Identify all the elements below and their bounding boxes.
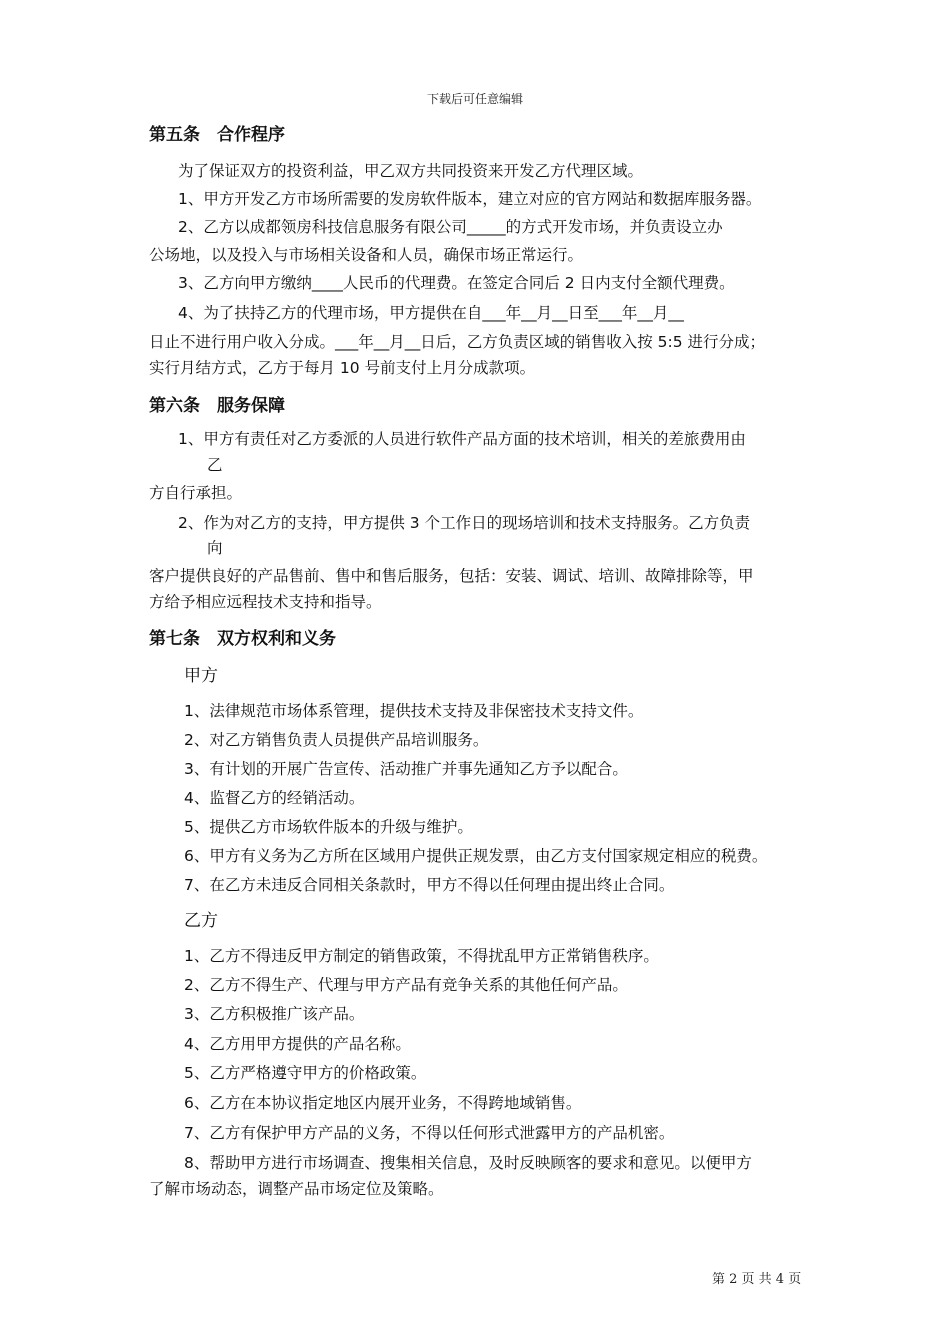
party-b-item: 2、乙方不得生产、代理与甲方产品有竞争关系的其他任何产品。: [184, 976, 628, 994]
section-6-item-2-cont2: 方给予相应远程技术支持和指导。: [149, 593, 382, 611]
section-5-item-1: 1、甲方开发乙方市场所需要的发房软件版本，建立对应的官方网站和数据库服务器。: [178, 190, 762, 208]
party-a-heading: 甲方: [184, 666, 218, 686]
section-6-item-2-cont: 客户提供良好的产品售前、售中和售后服务，包括：安装、调试、培训、故障排除等，甲: [149, 567, 754, 585]
party-a-item: 7、在乙方未违反合同相关条款时，甲方不得以任何理由提出终止合同。: [184, 876, 675, 894]
section-5-title: 第五条 合作程序: [149, 125, 285, 145]
party-a-item: 4、监督乙方的经销活动。: [184, 789, 365, 807]
section-6-item-1: 1、甲方有责任对乙方委派的人员进行软件产品方面的技术培训，相关的差旅费用由: [178, 430, 746, 448]
party-b-item-8: 8、帮助甲方进行市场调查、搜集相关信息，及时反映顾客的要求和意见。以便甲方: [184, 1154, 752, 1172]
party-b-item: 4、乙方用甲方提供的产品名称。: [184, 1035, 411, 1053]
party-b-item-8-cont: 了解市场动态，调整产品市场定位及策略。: [149, 1180, 444, 1198]
section-6-item-2-wrap: 向: [207, 539, 223, 557]
section-5-item-4: 4、为了扶持乙方的代理市场，甲方提供在自___年__月__日至___年__月__: [178, 304, 684, 322]
section-6-item-2: 2、作为对乙方的支持，甲方提供 3 个工作日的现场培训和技术支持服务。乙方负责: [178, 514, 751, 532]
party-a-item: 6、甲方有义务为乙方所在区域用户提供正规发票，由乙方支付国家规定相应的税费。: [184, 847, 768, 865]
party-b-item: 7、乙方有保护甲方产品的义务，不得以任何形式泄露甲方的产品机密。: [184, 1124, 675, 1142]
party-a-item: 1、法律规范市场体系管理，提供技术支持及非保密技术支持文件。: [184, 702, 644, 720]
party-b-heading: 乙方: [184, 911, 218, 931]
section-5-item-4-cont2: 实行月结方式，乙方于每月 10 号前支付上月分成款项。: [149, 359, 536, 377]
section-5-item-2-cont: 公场地，以及投入与市场相关设备和人员，确保市场正常运行。: [149, 246, 584, 264]
section-6-item-1-wrap: 乙: [207, 456, 223, 474]
party-a-item: 2、对乙方销售负责人员提供产品培训服务。: [184, 731, 489, 749]
party-a-item: 5、提供乙方市场软件版本的升级与维护。: [184, 818, 473, 836]
party-b-item: 6、乙方在本协议指定地区内展开业务，不得跨地域销售。: [184, 1094, 582, 1112]
section-5-item-2: 2、乙方以成都领房科技信息服务有限公司_____的方式开发市场，并负责设立办: [178, 218, 723, 236]
section-5-item-3: 3、乙方向甲方缴纳____人民币的代理费。在签定合同后 2 日内支付全额代理费。: [178, 274, 735, 292]
section-7-title: 第七条 双方权利和义务: [149, 629, 336, 649]
section-5-item-4-cont: 日止不进行用户收入分成。___年__月__日后，乙方负责区域的销售收入按 5:5 进行分成；: [149, 333, 766, 351]
page-number: 第 2 页 共 4 页: [712, 1272, 802, 1287]
party-b-item: 1、乙方不得违反甲方制定的销售政策，不得扰乱甲方正常销售秩序。: [184, 947, 659, 965]
page-header: 下载后可任意编辑: [426, 92, 523, 106]
section-5-intro: 为了保证双方的投资利益，甲乙双方共同投资来开发乙方代理区域。: [178, 162, 644, 180]
section-6-item-1-cont: 方自行承担。: [149, 484, 243, 502]
party-b-item: 5、乙方严格遵守甲方的价格政策。: [184, 1064, 427, 1082]
party-b-item: 3、乙方积极推广该产品。: [184, 1005, 365, 1023]
party-a-item: 3、有计划的开展广告宣传、活动推广并事先通知乙方予以配合。: [184, 760, 628, 778]
section-6-title: 第六条 服务保障: [149, 396, 285, 416]
